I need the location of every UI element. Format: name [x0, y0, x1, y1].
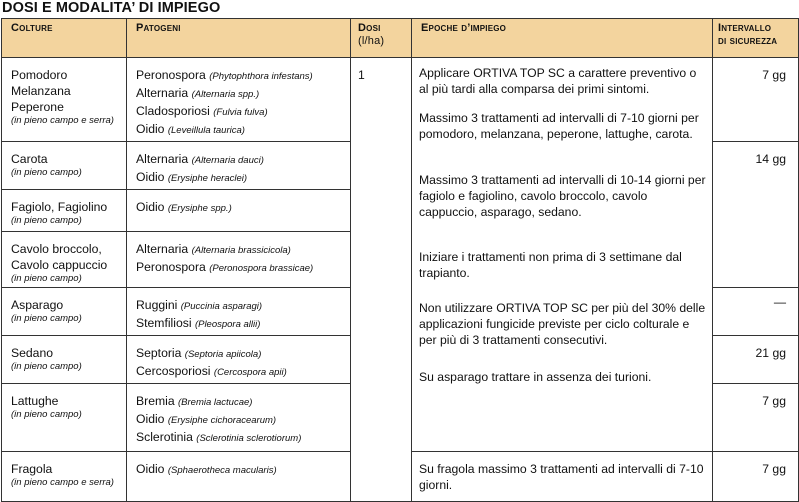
header-patogeni: Patogeni — [127, 19, 351, 58]
pathogen-scientific-name: (Erysiphe heraclei) — [167, 173, 248, 184]
pathogen-name: Ruggini — [136, 298, 178, 312]
fragola-epoch-cell: Su fragola massimo 3 trattamenti ad intervalli di 7-10 giorni. — [412, 452, 713, 502]
crop-note: (in pieno campo) — [11, 361, 82, 372]
crop-cell — [2, 336, 127, 384]
pathogen-scientific-name: (Sphaerotheca macularis) — [167, 465, 277, 476]
pathogen-scientific-name: (Alternaria brassicicola) — [191, 245, 291, 256]
safety-interval-cell — [713, 336, 799, 384]
pathogen-name: Alternaria — [136, 152, 189, 166]
crop-note: (in pieno campo) — [11, 273, 82, 284]
pathogen-cell — [127, 384, 351, 452]
header-dosi-unit: (l/ha) — [358, 35, 385, 47]
pathogen-item — [136, 199, 346, 217]
crop-cell — [2, 384, 127, 452]
pathogen-item — [136, 411, 346, 429]
pathogen-name: Alternaria — [136, 86, 189, 100]
pathogen-item — [136, 169, 346, 187]
crop-name: Peperone — [11, 100, 64, 114]
header-intervallo — [713, 19, 799, 58]
epoch-paragraph: Massimo 3 trattamenti ad intervalli di 7-10 giorni per pomodoro, melanzana, peperone, lattughe, carota. — [419, 111, 699, 141]
safety-interval-value: 7 gg — [762, 394, 786, 408]
pathogen-cell — [127, 142, 351, 190]
safety-interval-value: 7 gg — [762, 68, 786, 82]
pathogen-item — [136, 315, 346, 333]
epoch-paragraph: Massimo 3 trattamenti ad intervalli di 10-14 giorni per fagiolo e fagiolino, cavolo broccolo, cavolo cappuccio, asparago, sedano. — [419, 173, 706, 219]
pathogen-name: Bremia — [136, 394, 175, 408]
header-epoche: Epoche d’impiego — [412, 19, 713, 58]
pathogen-scientific-name: (Bremia lactucae) — [178, 397, 253, 408]
table-header-row — [2, 19, 799, 58]
pathogen-scientific-name: (Septoria apiicola) — [184, 349, 262, 360]
crop-cell — [2, 232, 127, 288]
epoch-paragraph: Non utilizzare ORTIVA TOP SC per più del 30% delle applicazioni fungicide previste per ciclo colturale e per più di 3 trattamenti consecutivi. — [419, 301, 706, 347]
pathogen-name: Oidio — [136, 412, 165, 426]
pathogen-name: Peronospora — [136, 68, 206, 82]
pathogen-scientific-name: (Fulvia fulva) — [213, 107, 268, 118]
crop-name: Carota — [11, 152, 48, 166]
pathogen-item — [136, 345, 346, 363]
crop-name: Cavolo cappuccio — [11, 258, 108, 272]
crop-name: Sedano — [11, 346, 54, 360]
pathogen-scientific-name: (Alternaria dauci) — [191, 155, 264, 166]
pathogen-item — [136, 259, 346, 277]
crop-note: (in pieno campo e serra) — [11, 477, 114, 488]
dose-cell: 1 — [351, 58, 412, 502]
epoch-paragraph: Su asparago trattare in assenza dei turioni. — [419, 370, 652, 384]
crop-name: Pomodoro — [11, 68, 68, 82]
pathogen-item — [136, 121, 346, 139]
pathogen-scientific-name: (Phytophthora infestans) — [209, 71, 313, 82]
safety-interval-value: — — [773, 295, 786, 309]
pathogen-item — [136, 67, 346, 85]
safety-interval-cell — [713, 58, 799, 142]
pathogen-cell — [127, 288, 351, 336]
safety-interval-value: 21 gg — [755, 346, 786, 360]
pathogen-scientific-name: (Peronospora brassicae) — [209, 263, 314, 274]
usage-table — [1, 18, 799, 502]
header-colture: Colture — [2, 19, 127, 58]
pathogen-name: Oidio — [136, 200, 165, 214]
pathogen-scientific-name: (Erysiphe cichoracearum) — [167, 415, 277, 426]
pathogen-name: Stemfiliosi — [136, 316, 192, 330]
pathogen-name: Alternaria — [136, 242, 189, 256]
epoch-cell — [412, 58, 713, 452]
pathogen-name: Oidio — [136, 462, 165, 476]
crop-cell — [2, 190, 127, 232]
crop-name: Melanzana — [11, 84, 71, 98]
header-intervallo-line2: di sicurezza — [718, 35, 778, 47]
pathogen-name: Cladosporiosi — [136, 104, 210, 118]
crop-name: Cavolo broccolo, — [11, 242, 102, 256]
pathogen-name: Septoria — [136, 346, 182, 360]
epoch-paragraph: Applicare ORTIVA TOP SC a carattere preventivo o al più tardi alla comparsa dei primi sintomi. — [419, 66, 697, 96]
crop-cell — [2, 142, 127, 190]
pathogen-scientific-name: (Alternaria spp.) — [191, 89, 260, 100]
safety-interval-cell — [713, 384, 799, 452]
pathogen-item — [136, 85, 346, 103]
page-title: DOSI E MODALITA’ DI IMPIEGO — [2, 0, 221, 16]
pathogen-name: Oidio — [136, 170, 165, 184]
crop-note: (in pieno campo) — [11, 313, 82, 324]
crop-name: Lattughe — [11, 394, 59, 408]
header-dosi-label: Dosi — [358, 22, 381, 34]
pathogen-cell — [127, 190, 351, 232]
crop-note: (in pieno campo) — [11, 167, 82, 178]
safety-interval-value: 14 gg — [755, 152, 786, 166]
pathogen-scientific-name: (Puccinia asparagi) — [180, 301, 263, 312]
crop-note: (in pieno campo) — [11, 409, 82, 420]
pathogen-item — [136, 363, 346, 381]
header-intervallo-line1: Intervallo — [718, 22, 772, 34]
pathogen-item — [136, 393, 346, 411]
pathogen-cell — [127, 336, 351, 384]
crop-note: (in pieno campo e serra) — [11, 115, 114, 126]
crop-name: Fragola — [11, 462, 53, 476]
crop-name: Asparago — [11, 298, 64, 312]
pathogen-item — [136, 241, 346, 259]
pathogen-name: Sclerotinia — [136, 430, 193, 444]
pathogen-item — [136, 151, 346, 169]
header-dosi — [351, 19, 412, 58]
pathogen-scientific-name: (Leveillula taurica) — [167, 125, 245, 136]
epoch-paragraph: Iniziare i trattamenti non prima di 3 settimane dal trapianto. — [419, 250, 682, 280]
pathogen-item — [136, 429, 346, 447]
pathogen-name: Cercosporiosi — [136, 364, 211, 378]
pathogen-name: Peronospora — [136, 260, 206, 274]
safety-interval-cell — [713, 142, 799, 288]
crop-cell — [2, 288, 127, 336]
pathogen-item — [136, 297, 346, 315]
pathogen-item — [136, 461, 346, 479]
crop-cell — [2, 58, 127, 142]
table-row — [2, 58, 799, 142]
pathogen-item — [136, 103, 346, 121]
crop-note: (in pieno campo) — [11, 215, 82, 226]
pathogen-scientific-name: (Erysiphe spp.) — [167, 203, 232, 214]
pathogen-cell — [127, 58, 351, 142]
safety-interval-value: 7 gg — [762, 462, 786, 476]
pathogen-scientific-name: (Pleospora allii) — [194, 319, 261, 330]
pathogen-cell — [127, 232, 351, 288]
safety-interval-cell — [713, 288, 799, 336]
pathogen-name: Oidio — [136, 122, 165, 136]
pathogen-scientific-name: (Sclerotinia sclerotiorum) — [196, 433, 302, 444]
crop-name: Fagiolo, Fagiolino — [11, 200, 108, 214]
pathogen-scientific-name: (Cercospora apii) — [213, 367, 287, 378]
